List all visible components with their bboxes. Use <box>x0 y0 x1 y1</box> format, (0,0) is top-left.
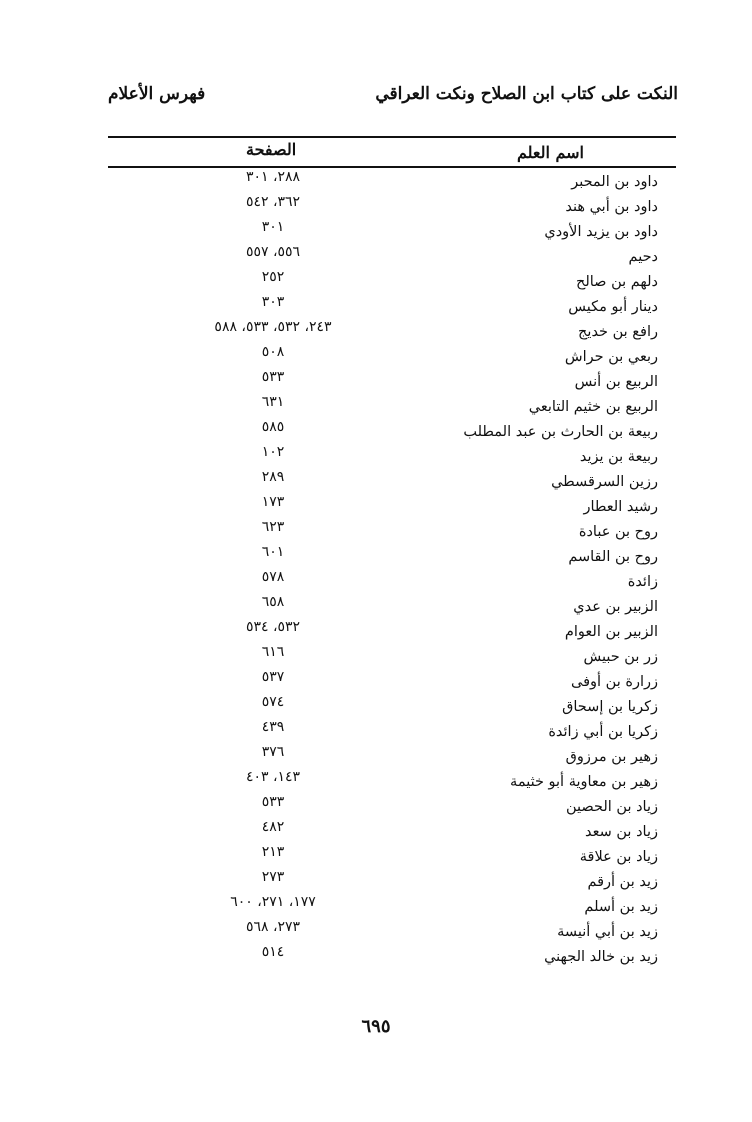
page-references: ٢٤٣، ٥٣٢، ٥٣٣، ٥٨٨ <box>214 319 332 335</box>
column-header-page: الصفحة <box>246 140 297 159</box>
person-name: داود بن أبي هند <box>565 199 658 215</box>
person-name: زياد بن علاقة <box>579 849 658 865</box>
person-name: روح بن القاسم <box>568 549 658 565</box>
person-name: زكريا بن أبي زائدة <box>548 724 658 740</box>
table-row <box>108 570 676 595</box>
page-references: ٦١٦ <box>261 644 285 660</box>
person-name: زيد بن أسلم <box>584 899 658 915</box>
person-name: ربعي بن حراش <box>564 349 658 365</box>
table-row <box>108 395 676 420</box>
page-references: ٢١٣ <box>261 844 285 860</box>
person-name: ربيعة بن يزيد <box>579 449 658 465</box>
running-header <box>108 78 678 110</box>
page-references: ٦٥٨ <box>261 594 285 610</box>
page-references: ٥٥٦، ٥٥٧ <box>245 244 301 260</box>
person-name: دلهم بن صالح <box>575 274 658 290</box>
table-row <box>108 370 676 395</box>
person-name: الربيع بن أنس <box>574 374 658 390</box>
person-name: زيد بن خالد الجهني <box>544 949 658 965</box>
person-name: الزبير بن عدي <box>573 599 658 615</box>
table-header <box>108 138 676 166</box>
person-name: ربيعة بن الحارث بن عبد المطلب <box>463 424 658 440</box>
table-row <box>108 870 676 895</box>
table-row <box>108 320 676 345</box>
table-row <box>108 695 676 720</box>
page-references: ٥٣٧ <box>261 669 285 685</box>
table-row <box>108 920 676 945</box>
page-number: ٦٩٥ <box>361 1016 391 1037</box>
person-name: زياد بن الحصين <box>566 799 658 815</box>
page-references: ٥٧٤ <box>261 694 285 710</box>
person-name: روح بن عبادة <box>578 524 658 540</box>
person-name: زيد بن أبي أنيسة <box>557 924 658 940</box>
page-references: ٥١٤ <box>261 944 285 960</box>
table-row <box>108 720 676 745</box>
page-references: ٥٣٣ <box>261 369 285 385</box>
page-references: ٣٠٣ <box>261 294 285 310</box>
table-row <box>108 445 676 470</box>
table-row <box>108 495 676 520</box>
page-references: ٥٣٣ <box>261 794 285 810</box>
table-row <box>108 620 676 645</box>
table-row <box>108 245 676 270</box>
table-row <box>108 795 676 820</box>
page-references: ٢٧٣، ٥٦٨ <box>245 919 301 935</box>
page-references: ٥٧٨ <box>261 569 285 585</box>
person-name: الربيع بن خثيم التابعي <box>528 399 658 415</box>
person-name: داود بن يزيد الأودي <box>544 224 658 240</box>
person-name: الزبير بن العوام <box>564 624 658 640</box>
page-references: ١٤٣، ٤٠٣ <box>245 769 301 785</box>
person-name: زهير بن معاوية أبو خثيمة <box>510 774 658 790</box>
table-row <box>108 295 676 320</box>
person-name: دينار أبو مكيس <box>568 299 658 315</box>
page-references: ٤٣٩ <box>261 719 285 735</box>
person-name: رشيد العطار <box>583 499 658 515</box>
table-row <box>108 820 676 845</box>
page-references: ٥٠٨ <box>261 344 285 360</box>
person-name: زرارة بن أوفى <box>571 674 658 690</box>
page-references: ٦٢٣ <box>261 519 285 535</box>
section-title: فهرس الأعلام <box>108 84 206 104</box>
page-references: ٣٦٢، ٥٤٢ <box>245 194 301 210</box>
table-row <box>108 520 676 545</box>
page-references: ١٧٣ <box>261 494 285 510</box>
table-row <box>108 345 676 370</box>
table-row <box>108 770 676 795</box>
table-row <box>108 595 676 620</box>
page-references: ٤٨٢ <box>261 819 285 835</box>
person-name: زكريا بن إسحاق <box>562 699 658 715</box>
table-row <box>108 845 676 870</box>
index-table-body <box>108 170 676 970</box>
table-row <box>108 895 676 920</box>
page-references: ٢٨٩ <box>261 469 285 485</box>
table-row <box>108 545 676 570</box>
table-row <box>108 220 676 245</box>
page-references: ١٠٢ <box>261 444 285 460</box>
page-references: ٢٧٣ <box>261 869 285 885</box>
person-name: داود بن المحبر <box>571 174 658 190</box>
book-title: النكت على كتاب ابن الصلاح ونكت العراقي <box>375 84 678 104</box>
table-row <box>108 470 676 495</box>
page-references: ٢٥٢ <box>261 269 285 285</box>
table-row <box>108 670 676 695</box>
person-name: رافع بن خديج <box>578 324 658 340</box>
table-row <box>108 270 676 295</box>
header-rule-bottom <box>108 166 676 168</box>
page-references: ٦٠١ <box>261 544 285 560</box>
person-name: رزين السرقسطي <box>551 474 658 490</box>
page-references: ٥٨٥ <box>261 419 285 435</box>
person-name: زهير بن مرزوق <box>565 749 658 765</box>
person-name: زياد بن سعد <box>585 824 658 840</box>
page-references: ٥٣٢، ٥٣٤ <box>245 619 301 635</box>
page-references: ١٧٧، ٢٧١، ٦٠٠ <box>230 894 316 910</box>
page-references: ٣٠١ <box>261 219 285 235</box>
table-row <box>108 945 676 970</box>
table-row <box>108 645 676 670</box>
person-name: دحيم <box>628 249 658 265</box>
page-references: ٢٨٨، ٣٠١ <box>245 169 301 185</box>
table-row <box>108 170 676 195</box>
table-row <box>108 745 676 770</box>
page-references: ٣٧٦ <box>261 744 285 760</box>
table-row <box>108 420 676 445</box>
table-row <box>108 195 676 220</box>
page-references: ٦٣١ <box>261 394 285 410</box>
person-name: زيد بن أرقم <box>587 874 658 890</box>
person-name: زر بن حبيش <box>583 649 658 665</box>
column-header-name: اسم العلم <box>516 143 584 162</box>
person-name: زائدة <box>627 574 658 590</box>
